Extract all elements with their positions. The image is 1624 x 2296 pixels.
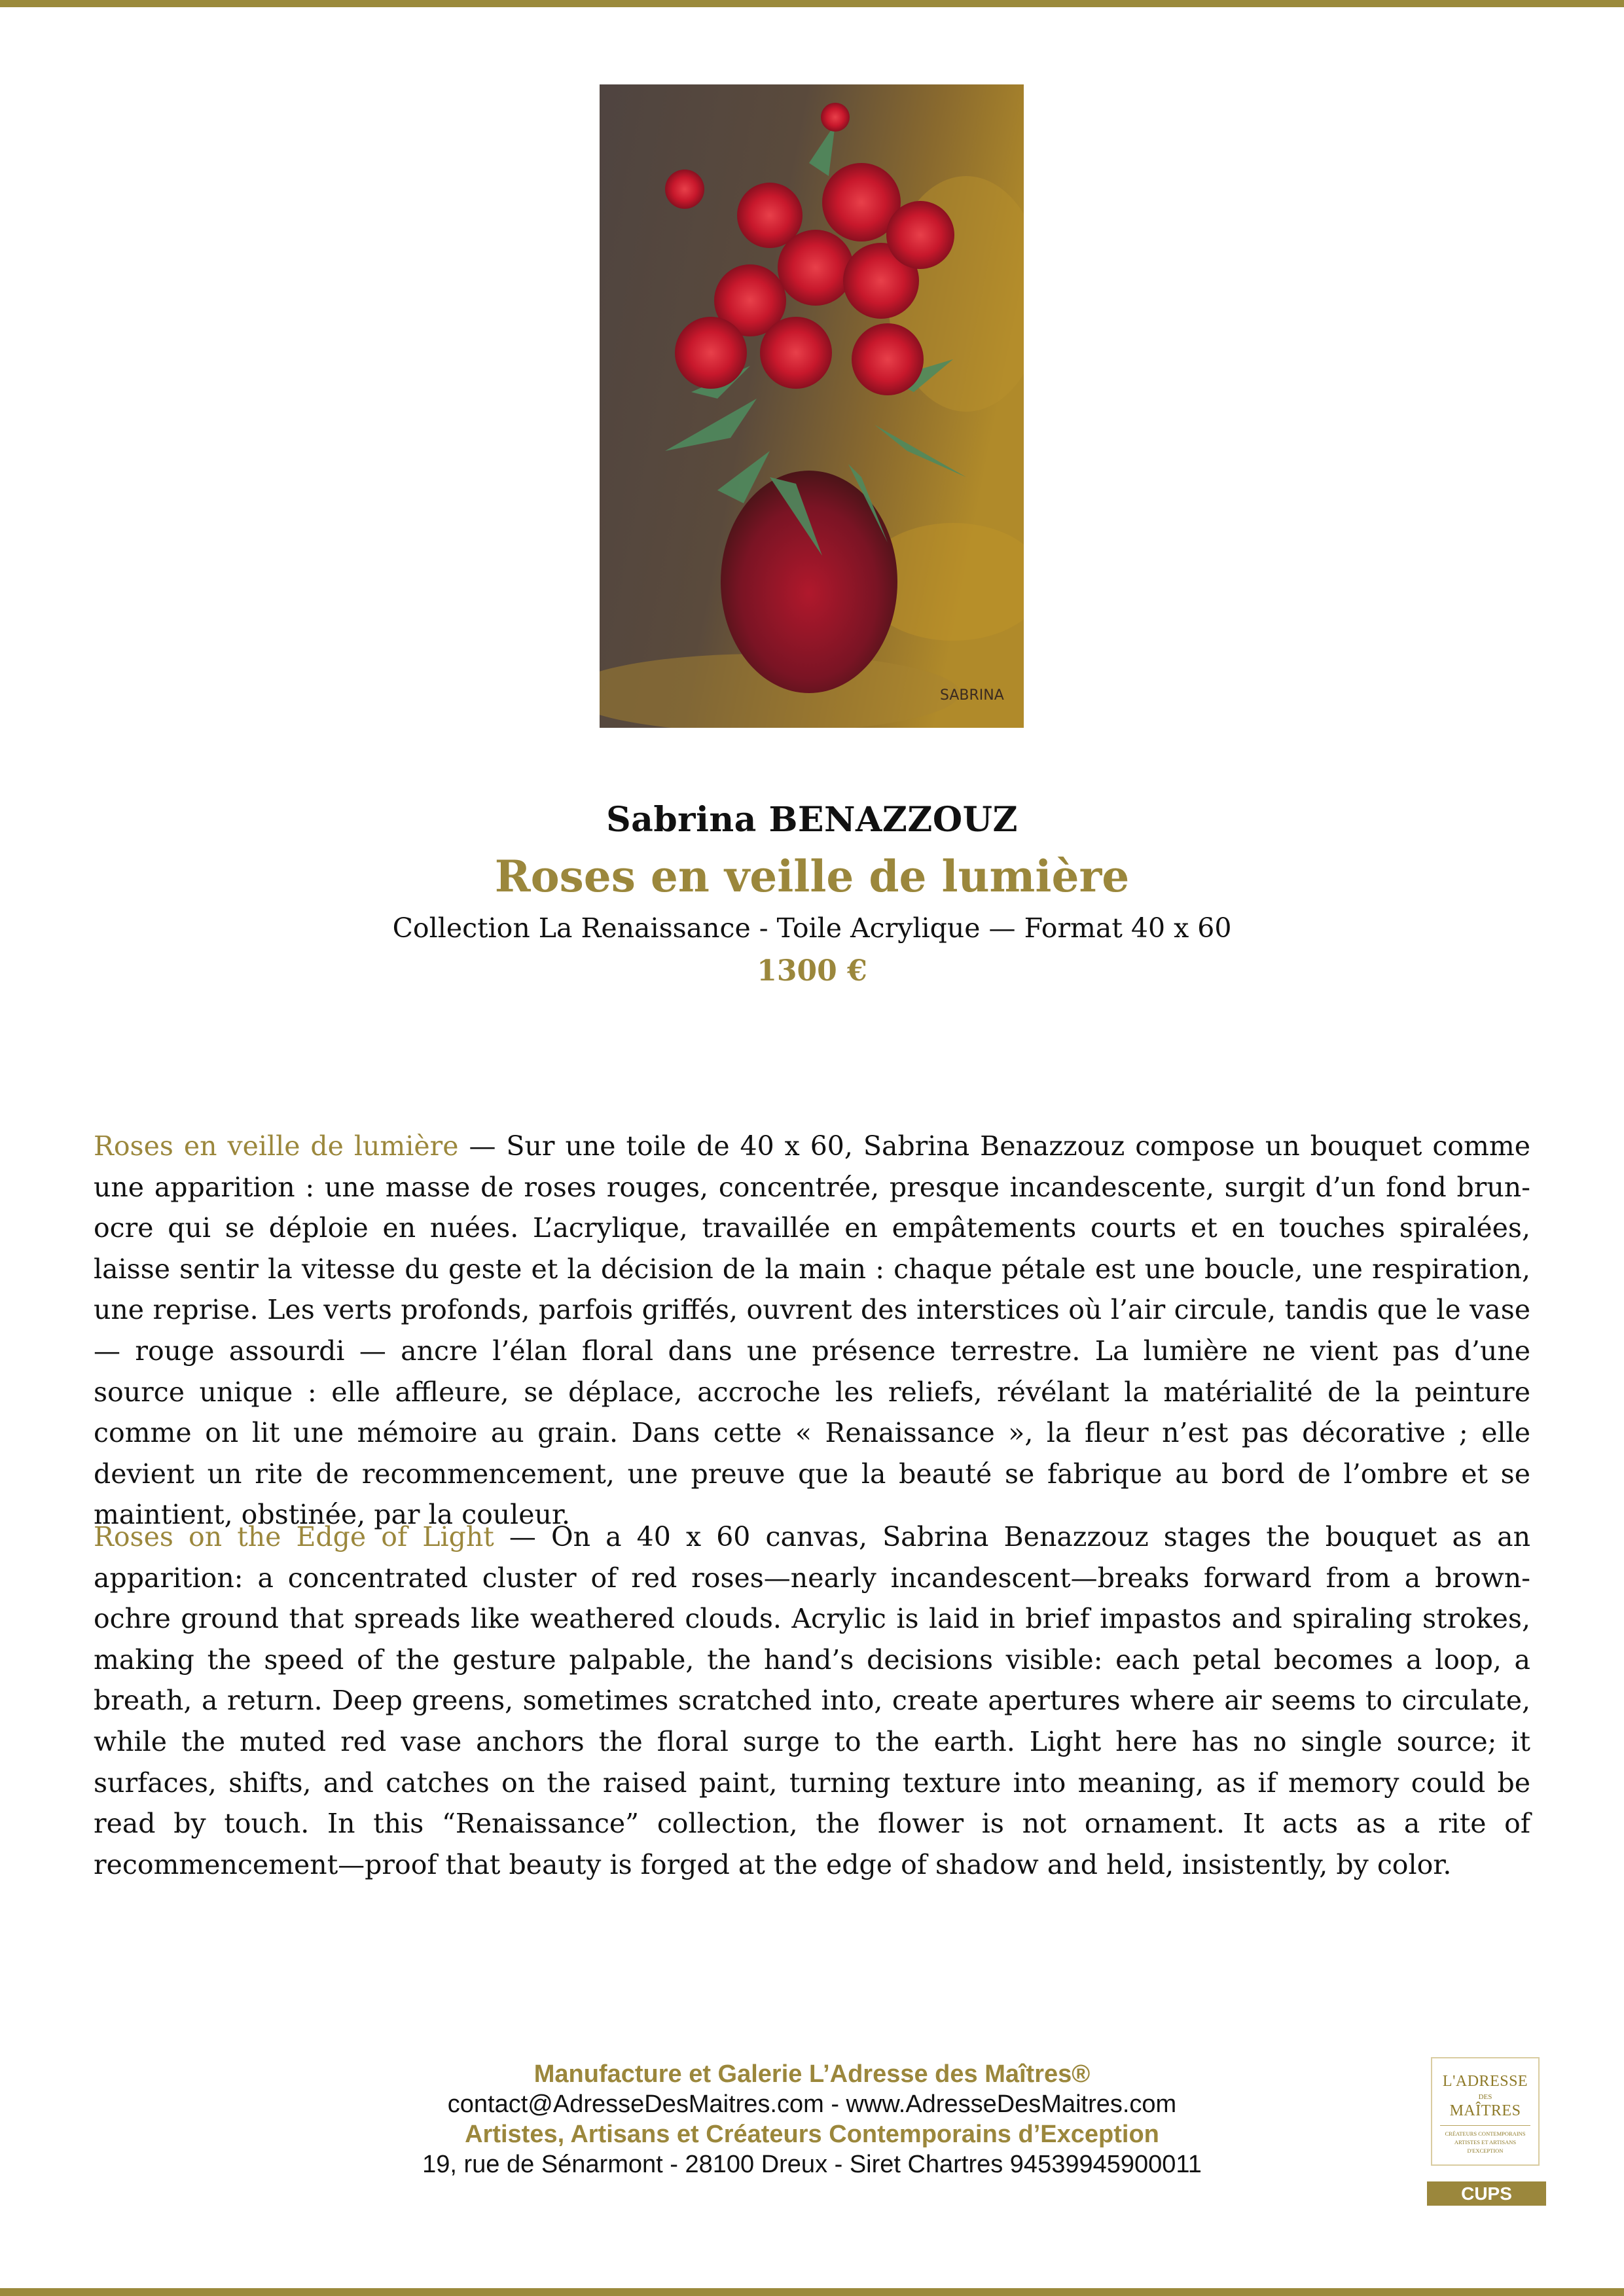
cups-badge: CUPS — [1427, 2181, 1546, 2206]
logo-divider — [1440, 2125, 1530, 2126]
top-border-bar — [0, 0, 1624, 7]
logo-line-2: DES — [1478, 2093, 1492, 2101]
artist-name: Sabrina BENAZZOUZ — [606, 800, 1018, 840]
painting-roses-illustration — [600, 84, 1024, 728]
logo-line-4: CRÉATEURS CONTEMPORAINS — [1445, 2130, 1526, 2137]
footer — [0, 2059, 1624, 2179]
description-french-text: — Sur une toile de 40 x 60, Sabrina Benazzouz compose un bouquet comme une apparition : une masse de roses rouges, concentrée, presque incandescente, surgit d’un fond brun-ocre qui se déploie en nuées. L’acrylique, travaillée en empâtements courts et en touches spiralées, laisse sentir la vitesse du geste et la décision de la main : chaque pétale est une boucle, une respiration, une reprise. Les verts profonds, parfois griffés, ouvrent des interstices où l’air circule, tandis que le vase — rouge assourdi — ancre l’élan floral dans une présence terrestre. La lumière ne vient pas d’une source unique : elle affleure, se déplace, accroche les reliefs, révélant la matérialité de la peinture comme on lit une mémoire au grain. Dans cette « Renaissance », la fleur n’est pas décorative ; elle devient un rite de recommencement, une preuve que la beauté se fabrique au bord de l’ombre et se maintient, obstinée, par la couleur. — [94, 1130, 1531, 1531]
description-english — [94, 1516, 1530, 1885]
artwork-price: 1300 € — [757, 954, 867, 988]
logo-line-5: ARTISTES ET ARTISANS — [1454, 2139, 1517, 2145]
artwork-image — [600, 84, 1024, 728]
footer-company: Manufacture et Galerie L’Adresse des Maîtres® — [533, 2060, 1091, 2088]
logo-line-6: D'EXCEPTION — [1467, 2147, 1504, 2154]
description-english-text: — On a 40 x 60 canvas, Sabrina Benazzouz stages the bouquet as an apparition: a concentrated cluster of red roses—nearly incandescent—breaks forward from a brown-ochre ground that spreads like weathered clouds. Acrylic is laid in brief impastos and spiraling strokes, making the speed of the gesture palpable, the hand’s decisions visible: each petal becomes a loop, a breath, a return. Deep greens, sometimes scratched into, create apertures where air seems to circulate, while the muted red vase anchors the floral surge to the earth. Light here has no single source; it surfaces, shifts, and catches on the raised paint, turning texture into meaning, as if memory could be read by touch. In this “Renaissance” collection, the flower is not ornament. It acts as a rite of recommencement—proof that beauty is forged at the edge of shadow and held, insistently, by color. — [94, 1521, 1530, 1880]
bottom-border-bar — [0, 2288, 1624, 2296]
artwork-title: Roses en veille de lumière — [494, 851, 1130, 902]
svg-text:SABRINA: SABRINA — [940, 687, 1004, 704]
logo-line-3: MAÎTRES — [1449, 2102, 1521, 2119]
footer-tagline: Artistes, Artisans et Créateurs Contemporains d’Exception — [465, 2121, 1159, 2148]
description-english-lead: Roses on the Edge of Light — [94, 1521, 494, 1552]
description-french-lead: Roses en veille de lumière — [94, 1130, 459, 1162]
gallery-logo — [1431, 2057, 1540, 2166]
footer-contact: contact@AdresseDesMaitres.com - www.AdresseDesMaitres.com — [447, 2090, 1177, 2118]
description-french — [94, 1126, 1530, 1535]
footer-address: 19, rue de Sénarmont - 28100 Dreux - Siret Chartres 94539945900011 — [422, 2151, 1202, 2178]
artwork-details: Collection La Renaissance - Toile Acrylique — Format 40 x 60 — [392, 912, 1232, 944]
logo-line-1: L'ADRESSE — [1442, 2073, 1528, 2090]
